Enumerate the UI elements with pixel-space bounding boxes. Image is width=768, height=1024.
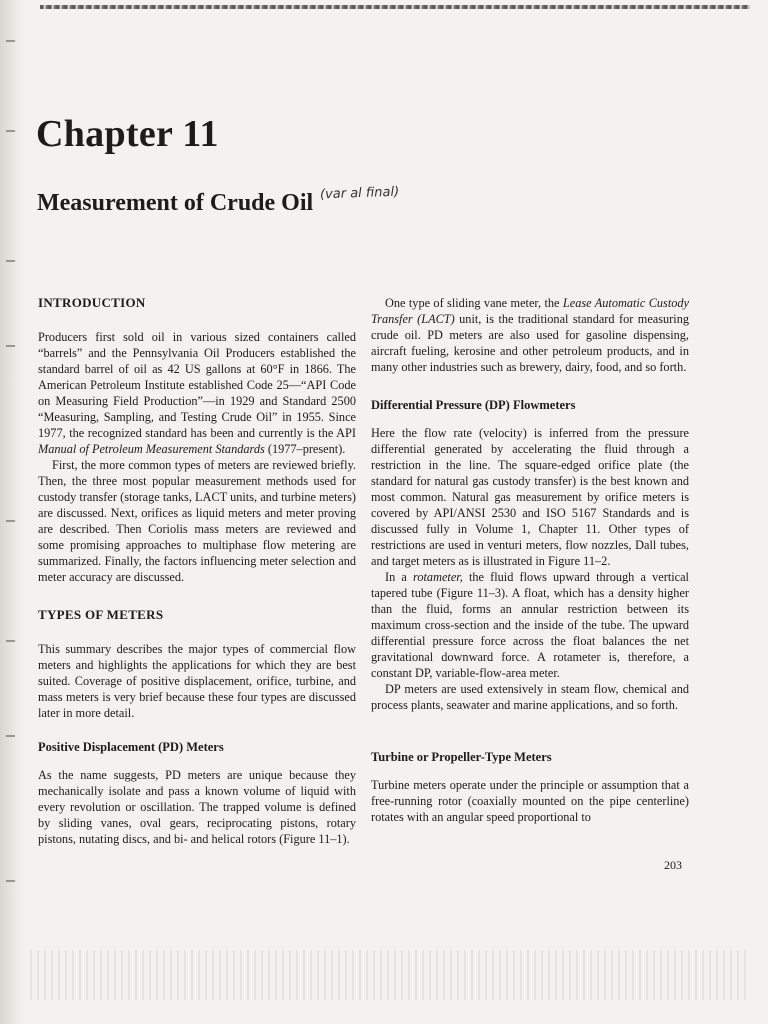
sliding-vane-paragraph: One type of sliding vane meter, the Lease Automatic Custody Transfer (LACT) unit, is the traditional standard for measuring crude oil. PD meters are also used for gasoline dispensing, aircraft fueling, kerosine and other petroleum products, and in many other industries such as brewery, dairy, food, and so forth. — [371, 296, 689, 374]
subheading-differential-pressure: Differential Pressure (DP) Flowmeters — [371, 398, 576, 412]
dp-paragraph-1: Here the flow rate (velocity) is inferred from the pressure differential generated by accelerating the fluid through a restriction in the line. The square-edged orifice plate (the standard for natural gas custody transfer) is the best known and most common. Natural gas measurement by orifice meters is covered by API/ANSI 2530 and ISO 5167 Standards and is discussed fully in Volume 1, Chapter 11. Other types of restrictions are used in venturi meters, flow nozzles, Dall tubes, and target meters as is illustrated in Figure 11–2. — [371, 426, 689, 568]
handwritten-note: (var al final) — [319, 184, 400, 203]
introduction-paragraph-1: Producers first sold oil in various sized containers called “barrels” and the Pennsylvania Oil Producers established the standard barrel of oil as 42 US gallons at 60°F in 1866. The American Petroleum Institute established Code 25—“API Code on Measuring Field Production”—in 1929 and Standard 2500 “Measuring, Sampling, and Testing Crude Oil” in 1955. Since 1977, the recognized standard has been and currently is the API Manual of Petroleum Measurement Standards (1977–present). — [38, 330, 356, 456]
section-heading-types-of-meters: TYPES OF METERS — [38, 607, 164, 622]
chapter-subtitle: Measurement of Crude Oil — [37, 190, 314, 216]
chapter-title: Chapter 11 — [36, 113, 219, 155]
dp-paragraph-3: DP meters are used extensively in steam flow, chemical and process plants, seawater and marine applications, and so forth. — [371, 682, 689, 712]
turbine-paragraph-1: Turbine meters operate under the principle or assumption that a free-running rotor (coaxially mounted on the pipe centerline) rotates with an angular speed proportional to — [371, 778, 689, 824]
types-paragraph-1: This summary describes the major types of commercial flow meters and highlights the applications for which they are best suited. Coverage of positive displacement, orifice, turbine, and mass meters is very brief because these four types are discussed later in more detail. — [38, 642, 356, 720]
scan-bottom-noise — [30, 950, 750, 1000]
left-column — [38, 295, 356, 847]
page-number: 203 — [664, 858, 682, 872]
section-heading-introduction: INTRODUCTION — [38, 295, 146, 310]
pd-paragraph-1: As the name suggests, PD meters are unique because they mechanically isolate and pass a known volume of liquid with every revolution or oscillation. The trapped volume is defined by sliding vanes, oval gears, reciprocating pistons, rotary pistons, nutating discs, and bi- and helical rotors (Figure 11–1). — [38, 768, 356, 846]
introduction-paragraph-2: First, the more common types of meters are reviewed briefly. Then, the three most popular measurement methods used for custody transfer (storage tanks, LACT units, and turbine meters) are discussed. Next, orifices as liquid meters and meter proving are described. Then Coriolis mass meters are reviewed and some promising approaches to multiphase flow metering are summarized. Finally, the factors influencing meter selection and meter accuracy are discussed. — [38, 458, 356, 584]
scan-left-edge — [0, 0, 24, 1024]
scan-top-rule — [40, 5, 750, 9]
subheading-turbine-meters: Turbine or Propeller-Type Meters — [371, 750, 552, 764]
subheading-positive-displacement: Positive Displacement (PD) Meters — [38, 740, 224, 754]
dp-paragraph-2: In a rotameter, the fluid flows upward through a vertical tapered tube (Figure 11–3). A float, which has a density higher than the fluid, forms an annular restriction between its maximum cross-section and the inside of the tube. The upward differential pressure force across the float balances the net gravitational downward force. A rotameter is, therefore, a constant DP, variable-flow-area meter. — [371, 570, 689, 680]
right-column — [371, 295, 689, 825]
